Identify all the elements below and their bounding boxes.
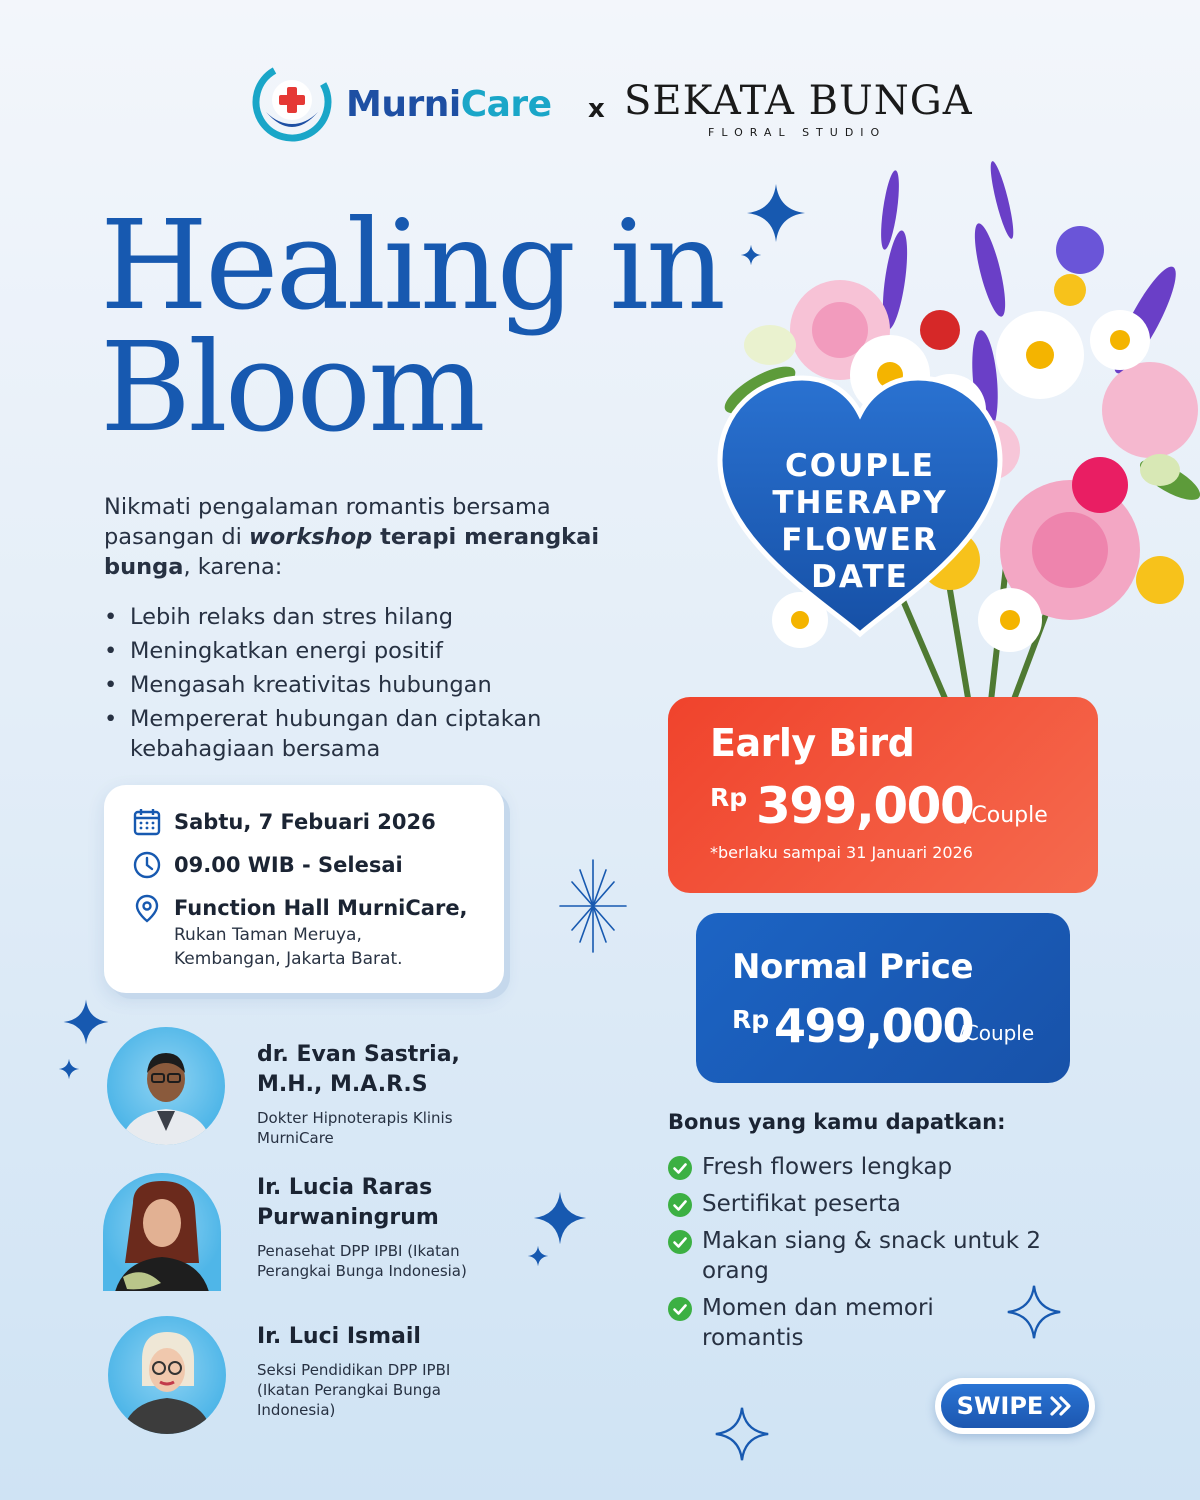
- speaker-name-line1: Ir. Lucia Raras: [257, 1175, 433, 1200]
- murnicare-logo-part1: Murni: [346, 84, 461, 125]
- intro-text1: Nikmati pengalaman romantis bersama pasangan di: [104, 494, 551, 550]
- benefit-item: • Mengasah kreativitas hubungan: [104, 670, 664, 700]
- speaker-name-line2: M.H., M.A.R.S: [257, 1072, 428, 1097]
- speaker-role-line2: Perangkai Bunga Indonesia): [257, 1262, 467, 1280]
- sekata-bunga-tagline: FLORAL STUDIO: [708, 126, 887, 139]
- benefit-item: • Mempererat hubungan dan ciptakan kebahagiaan bersama: [104, 704, 664, 764]
- sparkle-icon: [58, 1058, 80, 1080]
- early-bird-amount: 399,000: [756, 777, 974, 835]
- sparkle-icon: [740, 244, 762, 266]
- swipe-button[interactable]: [935, 1378, 1095, 1434]
- speaker-role-line3: Indonesia): [257, 1401, 336, 1419]
- speaker-silhouette-icon: [107, 1027, 225, 1145]
- event-venue: Function Hall MurniCare,: [174, 896, 468, 920]
- sparkle-outline-icon: [714, 1404, 770, 1464]
- check-circle-icon: [668, 1193, 692, 1217]
- event-address-line2: Kembangan, Jakarta Barat.: [174, 949, 403, 969]
- normal-price-unit: /Couple: [958, 1021, 1035, 1045]
- event-title: [100, 194, 723, 460]
- speaker-role-line1: Dokter Hipnoterapis Klinis: [257, 1109, 453, 1127]
- murnicare-logo-icon: [252, 62, 332, 142]
- speaker-role-line1: Seksi Pendidikan DPP IPBI: [257, 1361, 451, 1379]
- normal-price-currency: Rp: [732, 1005, 770, 1034]
- event-venue-row: [132, 893, 468, 971]
- speaker-info: [257, 1322, 450, 1420]
- murnicare-logo-text: [346, 84, 552, 125]
- benefits-list: [104, 602, 664, 768]
- bonus-item-text: Sertifikat peserta: [702, 1191, 901, 1217]
- check-circle-icon: [668, 1156, 692, 1180]
- speaker-silhouette-icon: [108, 1316, 226, 1434]
- speaker-role-line2: MurniCare: [257, 1129, 334, 1147]
- intro-text2: terapi merangkai bunga: [104, 524, 600, 580]
- benefit-item: • Meningkatkan energi positif: [104, 636, 664, 666]
- speaker-avatar: [108, 1316, 226, 1434]
- sparkle-icon: [745, 182, 807, 244]
- normal-price-amount: 499,000: [774, 999, 974, 1053]
- event-date: Sabtu, 7 Febuari 2026: [174, 810, 436, 834]
- speaker-avatar: [103, 1173, 221, 1291]
- early-bird-note: *berlaku sampai 31 Januari 2026: [710, 843, 973, 862]
- event-date-row: [132, 807, 436, 837]
- location-pin-icon: [132, 893, 162, 923]
- event-title-line1: Healing in: [100, 194, 723, 338]
- intro-emphasis: workshop: [249, 524, 373, 550]
- bonus-title: Bonus yang kamu dapatkan:: [668, 1110, 1006, 1134]
- collab-separator: x: [588, 94, 605, 124]
- speaker-info: [257, 1173, 467, 1281]
- heart-text-line3: FLOWER: [781, 522, 939, 558]
- calendar-icon: [132, 807, 162, 837]
- speaker-name-line1: dr. Evan Sastria,: [257, 1042, 460, 1067]
- early-bird-unit: /Couple: [964, 803, 1048, 828]
- sparkle-icon: [532, 1190, 588, 1246]
- speaker-role-line2: (Ikatan Perangkai Bunga: [257, 1381, 441, 1399]
- sparkle-icon: [62, 998, 110, 1046]
- sparkle-outline-icon: [1006, 1284, 1062, 1340]
- bonus-item: [668, 1189, 1088, 1219]
- normal-price-card: [696, 913, 1070, 1083]
- early-bird-title: Early Bird: [710, 721, 915, 765]
- intro-text3: , karena:: [183, 554, 283, 580]
- heart-text-line1: COUPLE: [785, 448, 935, 484]
- event-address-line1: Rukan Taman Meruya,: [174, 925, 362, 945]
- early-bird-currency: Rp: [710, 783, 748, 812]
- check-circle-icon: [668, 1297, 692, 1321]
- heart-text-line4: DATE: [811, 559, 909, 595]
- event-time: 09.00 WIB - Selesai: [174, 853, 403, 877]
- check-circle-icon: [668, 1230, 692, 1254]
- speaker-name-line1: Ir. Luci Ismail: [257, 1324, 421, 1349]
- speaker-role-line1: Penasehat DPP IPBI (Ikatan: [257, 1242, 460, 1260]
- clock-icon: [132, 850, 162, 880]
- heart-badge-text: [712, 448, 1008, 596]
- bonus-item-text: Makan siang & snack untuk 2 orang: [702, 1228, 1041, 1284]
- swipe-label: SWIPE: [956, 1392, 1044, 1420]
- speaker-name-line2: Purwaningrum: [257, 1205, 439, 1230]
- benefit-item: • Lebih relaks dan stres hilang: [104, 602, 664, 632]
- bonus-item: [668, 1152, 1088, 1182]
- normal-price-title: Normal Price: [732, 947, 973, 987]
- double-chevron-right-icon: [1049, 1395, 1073, 1417]
- intro-paragraph: [104, 492, 664, 582]
- event-title-line2: Bloom: [100, 316, 483, 460]
- event-info-card: [104, 785, 504, 993]
- bonus-item-text: Fresh flowers lengkap: [702, 1154, 953, 1180]
- event-time-row: [132, 850, 403, 880]
- bonus-item-text: Momen dan memori romantis: [702, 1295, 934, 1351]
- sparkle-icon: [527, 1245, 549, 1267]
- speaker-avatar: [107, 1027, 225, 1145]
- swipe-button-inner[interactable]: [941, 1384, 1089, 1428]
- sekata-bunga-logo: SEKATA BUNGA: [624, 78, 973, 124]
- speaker-info: [257, 1040, 460, 1148]
- heart-text-line2: THERAPY: [772, 485, 948, 521]
- early-bird-price-card: [668, 697, 1098, 893]
- speaker-silhouette-icon: [103, 1173, 221, 1291]
- bonus-item: [668, 1226, 1088, 1286]
- sparkle-burst-icon: [558, 858, 628, 954]
- murnicare-logo-part2: Care: [460, 84, 552, 125]
